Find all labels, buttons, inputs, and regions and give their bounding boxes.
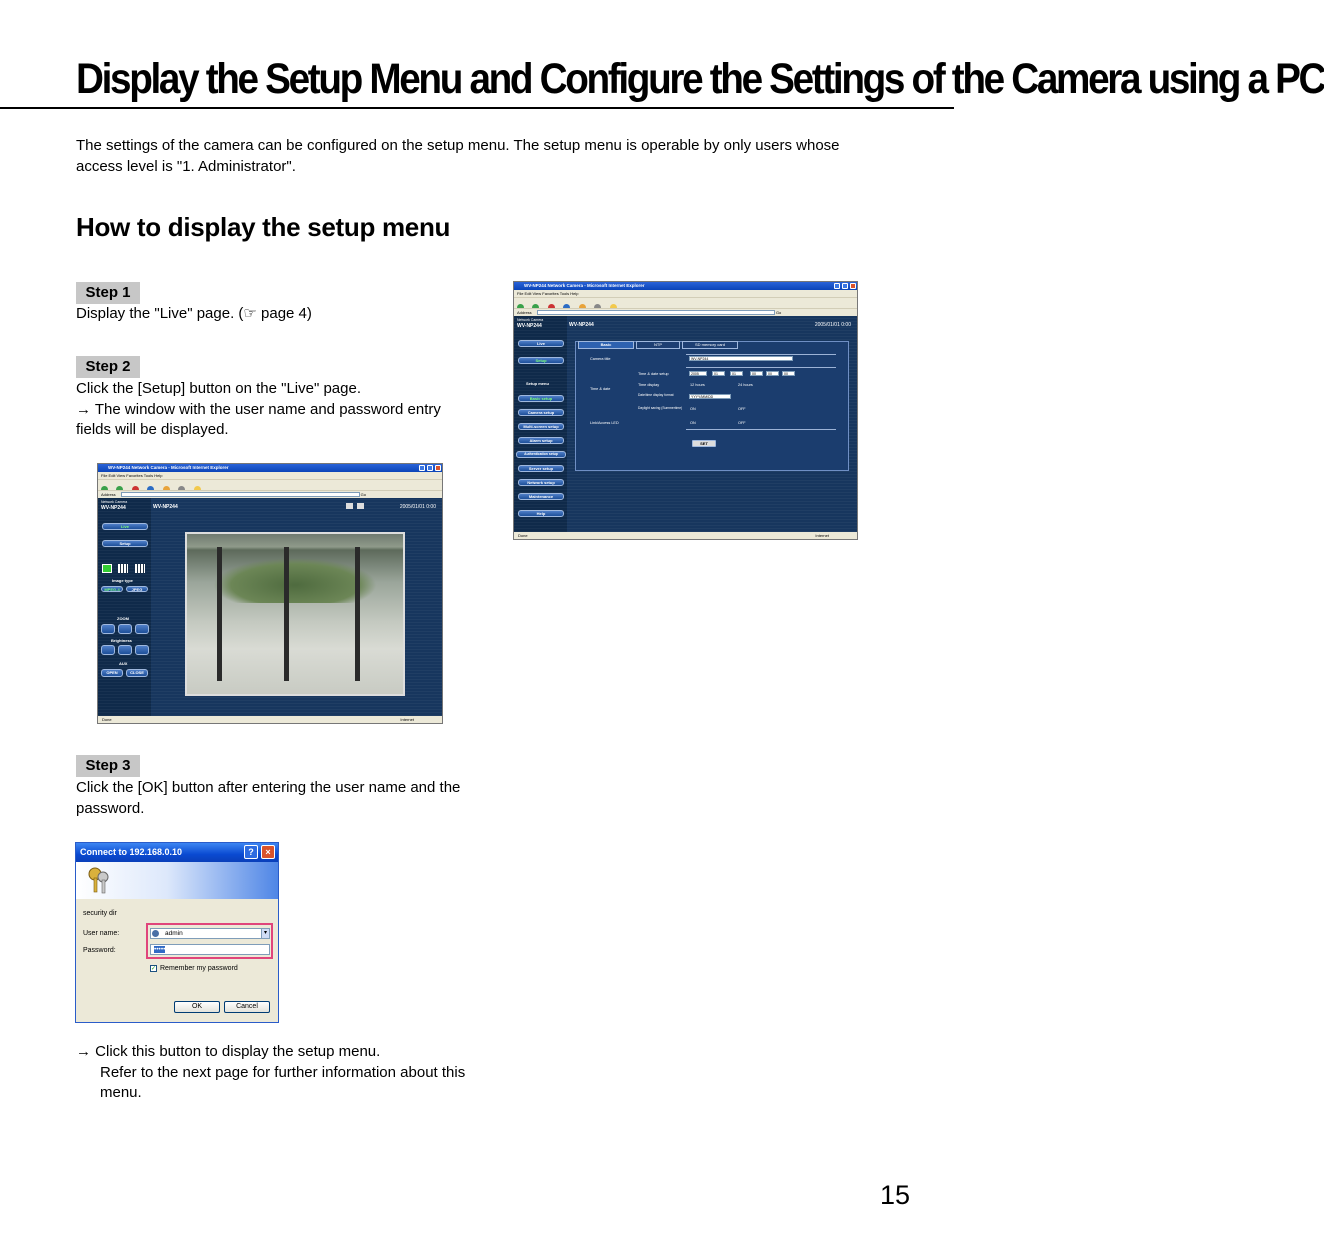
address-label: Address [101,492,116,497]
step-2-line-2: → The window with the user name and password entry fields will be displayed. [76,400,441,438]
aux-label: AUX [119,661,128,666]
step-3-label: Step 3 [76,755,140,777]
setup-button[interactable]: Setup [102,540,148,547]
time-display-label: Time display [638,383,660,387]
brightness-reset-icon[interactable] [118,645,132,655]
live-window-title: WV-NP244 Network Camera - Microsoft Internet Explorer [108,465,229,470]
close-icon[interactable]: × [261,845,275,859]
step-3-text: Click the [OK] button after entering the user name and the password. [76,779,461,817]
setup-toolbar [514,297,857,308]
setup-page-screenshot [513,281,858,540]
single-screen-icon[interactable] [102,564,112,573]
page-title: Display the Setup Menu and Configure the Settings of the Camera using a PC [76,55,1324,103]
hour-select[interactable]: 00 [750,371,763,376]
camera-label: Network Camera [517,318,544,322]
live-model-header: WV-NP244 [153,504,178,510]
tab-ntp[interactable]: NTP [636,341,680,349]
intro-text: The settings of the camera can be configured on the setup menu. The setup menu is operable by only users whose access level is "1. Administrator". [76,137,840,175]
zoom-reset-icon[interactable] [118,624,132,634]
date-format-label: Date/time display format [638,393,674,397]
setup-main-area [567,316,857,532]
table-divider [686,367,836,368]
zoom-label: ZOOM [117,616,129,621]
setup-menubar[interactable]: File Edit View Favorites Tools Help [514,290,857,297]
radio-24-hours[interactable]: 24 hours [738,383,753,387]
password-value: ••••• [154,946,166,953]
radio-led-off[interactable]: OFF [738,421,746,425]
tab-sd-memory-card[interactable]: SD memory card [682,341,738,349]
jpeg-button[interactable]: JPEG [126,586,148,592]
brightness-down-icon[interactable] [101,645,115,655]
live-button[interactable]: Live [518,340,564,347]
menu-server-setup[interactable]: Server setup [518,465,564,472]
setup-model-header: WV-NP244 [569,322,594,328]
address-input[interactable] [121,492,360,497]
camera-title-input[interactable]: WV-NP244 [689,356,793,361]
status-internet: Internet [815,533,829,538]
live-titlebar [98,464,442,472]
close-icon[interactable] [435,465,441,471]
zoom-in-icon[interactable] [101,624,115,634]
radio-dst-on[interactable]: ON [690,407,696,411]
second-select[interactable]: 00 [782,371,795,376]
fullscreen-icon[interactable] [357,503,364,509]
maximize-icon[interactable] [427,465,433,471]
live-statusbar [98,716,442,723]
go-button[interactable]: Go [775,310,782,315]
menu-basic-setup[interactable]: Basic setup [518,395,564,402]
setup-menu-title: Setup menu [526,381,549,386]
image-type-label: Image type [112,578,133,583]
maximize-icon[interactable] [842,283,848,289]
camera-model: WV-NP244 [517,323,542,329]
live-datetime: 2005/01/01 0:00 [399,504,436,510]
password-label: Password: [83,947,116,954]
step-2-label: Step 2 [76,356,140,378]
status-done: Done [102,717,112,722]
step-1-label: Step 1 [76,282,140,304]
after-note-line-2: Refer to the next page for further information about this menu. [100,1063,466,1101]
cancel-button[interactable]: Cancel [224,1001,270,1013]
quad-screen-icon[interactable] [118,564,128,573]
date-format-select[interactable]: YYYY/MM/DD [689,394,731,399]
ok-button[interactable]: OK [174,1001,220,1013]
snapshot-icon[interactable] [346,503,353,509]
day-select[interactable]: 01 [730,371,743,376]
tab-basic[interactable]: Basic [578,341,634,349]
camera-label: Network Camera [101,500,128,504]
help-icon[interactable]: ? [244,845,258,859]
setup-datetime: 2005/01/01 0:00 [814,322,851,328]
brightness-label: Brightness [111,638,132,643]
menu-authentication-setup[interactable]: Authentication setup [516,451,566,458]
mpeg4-button[interactable]: MPEG-4 [101,586,123,592]
page-number: 15 [880,1180,911,1210]
live-main-area [151,498,442,716]
camera-image [185,532,405,696]
after-note-line-1: → Click this button to display the setup menu. [76,1043,381,1060]
table-divider [686,429,836,430]
address-label: Address [517,310,532,315]
camera-image-trees [213,558,377,603]
step-2-text [76,379,466,441]
minimize-icon[interactable] [419,465,425,471]
keys-icon [86,865,112,895]
door-frame [217,547,222,681]
door-frame [284,547,289,681]
user-icon [152,930,159,937]
live-menubar[interactable]: File Edit View Favorites Tools Help [98,472,442,479]
time-date-label: Time & date [590,387,611,391]
live-toolbar [98,479,442,490]
go-button[interactable]: Go [360,492,366,497]
radio-12-hours[interactable]: 12 hours [690,383,705,387]
aux-open-button[interactable]: OPEN [101,669,123,677]
status-internet: Internet [400,717,414,722]
set-button[interactable]: SET [692,440,716,447]
menu-multi-screen-setup[interactable]: Multi-screen setup [518,423,564,430]
live-address-bar [98,490,442,498]
multi-screen-icon[interactable] [135,564,145,573]
brightness-up-icon[interactable] [135,645,149,655]
camera-model: WV-NP244 [101,505,126,511]
menu-camera-setup[interactable]: Camera setup [518,409,564,416]
close-icon[interactable] [850,283,856,289]
remember-label: Remember my password [160,965,238,972]
chevron-down-icon[interactable]: ▾ [261,929,269,938]
aux-close-button[interactable]: CLOSE [126,669,148,677]
live-sidebar [98,498,151,716]
setup-titlebar [514,282,857,290]
step-2-line-1: Click the [Setup] button on the "Live" page. [76,380,361,397]
table-divider [686,354,836,355]
setup-window-title: WV-NP244 Network Camera - Microsoft Internet Explorer [524,283,645,288]
password-input[interactable] [150,944,270,955]
time-date-setup-label: Time & date setup [638,372,669,376]
radio-dst-off[interactable]: OFF [738,407,746,411]
dialog-title: Connect to 192.168.0.10 [80,847,183,857]
year-select[interactable]: 2005 [689,371,707,376]
user-name-label: User name: [83,930,120,937]
setup-sidebar [514,316,567,532]
address-input[interactable] [537,310,775,315]
login-dialog-screenshot [75,842,279,1023]
camera-title-label: Camera title [590,357,611,361]
month-select[interactable]: 01 [712,371,725,376]
basic-panel [575,341,849,471]
minimize-icon[interactable] [834,283,840,289]
menu-alarm-setup[interactable]: Alarm setup [518,437,564,444]
live-page-screenshot [97,463,443,724]
menu-maintenance[interactable]: Maintenance [518,493,564,500]
radio-led-on[interactable]: ON [690,421,696,425]
setup-address-bar [514,308,857,316]
menu-network-setup[interactable]: Network setup [518,479,564,486]
user-name-input[interactable]: admin [150,928,270,939]
door-frame [355,547,360,681]
minute-select[interactable]: 00 [766,371,779,376]
dst-label: Daylight saving (Summertime) [638,406,683,410]
after-note [76,1042,476,1104]
section-heading: How to display the setup menu [76,212,451,242]
title-rule [0,107,954,109]
zoom-out-icon[interactable] [135,624,149,634]
link-led-label: Link/Access LED [590,421,619,425]
step-1-text: Display the "Live" page. (☞ page 4) [76,305,312,322]
setup-statusbar [514,532,857,539]
remember-checkbox[interactable]: ✓ [151,966,157,972]
setup-button[interactable]: Setup [518,357,564,364]
dialog-titlebar [76,843,278,862]
status-done: Done [518,533,528,538]
menu-help[interactable]: Help [518,510,564,517]
realm-text: security dir [83,910,117,917]
live-button[interactable]: Live [102,523,148,530]
